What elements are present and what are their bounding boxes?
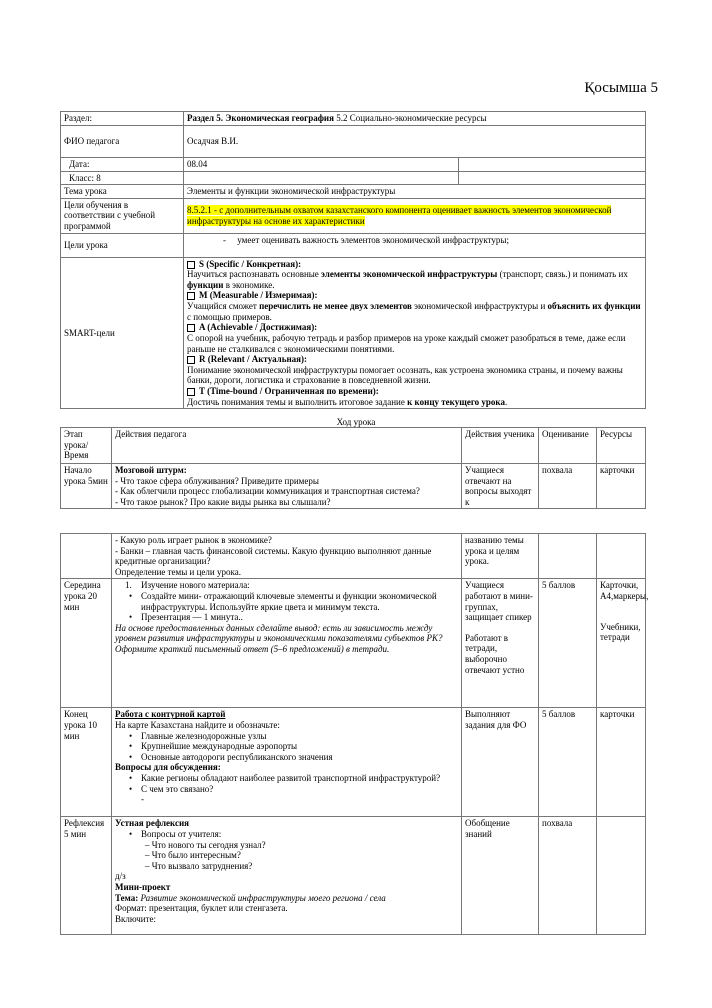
smart-s-title: S (Specific / Конкретная): — [199, 258, 302, 269]
lesson-flow-table-continued — [60, 533, 649, 935]
smart-t-bold: к концу текущего урока — [407, 396, 505, 407]
middle-number-text: Изучение нового материала: — [141, 580, 250, 591]
cont-line-3: Определение темы и цели урока. — [115, 566, 241, 577]
class-empty-cell — [184, 171, 459, 185]
teacher-label-cell: ФИО педагога — [61, 126, 184, 158]
smart-a-text: С опорой на учебник, рабочую тетрадь и разбор примеров на уроке каждый сможет разобраться в теме, даже если раньше не сталкивался с экономическими понятиями. — [187, 332, 626, 354]
middle-number: 1. — [125, 580, 132, 591]
reflection-stage: Рефлексия 5 мин — [61, 817, 112, 935]
smart-s-bold-2: функции — [187, 279, 224, 290]
middle-italic-task: На основе предоставленных данных сделайте вывод: есть ли зависимость между уровнем развития инфраструктуры и экономическими показателями субъектов РК? Оформите краткий письменный ответ (5–6 предложений) в тетради. — [115, 622, 443, 655]
end-teacher — [112, 708, 462, 817]
section-label-cell: Раздел: — [61, 112, 184, 126]
reflection-title: Устная рефлексия — [115, 818, 190, 829]
checkbox-icon — [187, 388, 195, 396]
cont-teacher — [112, 534, 462, 579]
middle-teacher — [112, 579, 462, 708]
end-discussion-2: • С чем это связано? — [115, 784, 458, 795]
middle-resources — [597, 579, 649, 708]
objectives-highlight: 8.5.2.1 - с дополнительным охватом казахстанского компонента оценивает важность элементов экономической инфраструктуры на основе их характеристики — [187, 205, 612, 226]
reflection-sub-3: – Что вызвало затруднения? — [145, 860, 253, 871]
start-teacher — [112, 464, 462, 509]
date-value-cell: 08.04 — [184, 158, 459, 172]
cont-line-1: - Какую роль играет рынок в экономике? — [115, 535, 272, 545]
start-stage: Начало урока 5мин — [61, 464, 112, 509]
section-bold: Раздел 5. Экономическая география — [187, 113, 334, 123]
middle-student-1: Учащиеся работают в мини-группах, защищает спикер — [465, 580, 533, 623]
start-line-1: - Что такое сфера облуживания? Приведите примеры — [115, 475, 319, 486]
goals-value-cell: - умеет оценивать важность элементов экономической инфраструктуры; — [184, 233, 646, 257]
end-discussion-title: Вопросы для обсуждения: — [115, 762, 221, 773]
end-bullet-2: • Крупнейшие международные аэропорты — [115, 741, 458, 752]
end-assessment: 5 баллов — [539, 708, 597, 817]
flow-caption: Ход урока — [336, 417, 376, 427]
smart-m-bold: перечислить не менее двух элементов — [259, 301, 412, 312]
end-intro: На карте Казахстана найдите и обозначьте: — [115, 720, 280, 731]
smart-m-title: M (Measurable / Измеримая): — [199, 290, 318, 301]
reflection-include: Включите: — [115, 913, 157, 924]
teacher-value-cell: Осадчая В.И. — [184, 126, 646, 158]
cont-line-2: - Банки – главная часть финансовой системы. Какую функцию выполняют данные кредитные организации? — [115, 545, 432, 567]
objectives-label-cell: Цели обучения в соответствии с учебной программой — [61, 198, 184, 233]
start-line-3: - Что такое рынок? Про какие виды рынка вы слышали? — [115, 496, 331, 507]
reflection-student: Обобщение знаний — [462, 817, 539, 935]
reflection-bullet: • Вопросы от учителя: — [115, 829, 458, 840]
smart-m-bold-2: объяснить их функции — [547, 301, 641, 312]
start-student: Учащиеся отвечают на вопросы выходят к — [462, 464, 539, 509]
reflection-resources — [597, 817, 646, 935]
middle-assessment: 5 баллов — [539, 579, 597, 708]
end-discussion-1: • Какие регионы обладают наиболее развитой транспортной инфраструктурой? — [115, 773, 458, 784]
smart-m-text-3: с помощью примеров. — [187, 311, 272, 322]
start-assessment: похвала — [539, 464, 597, 509]
reflection-teacher — [112, 817, 462, 935]
checkbox-icon — [187, 356, 195, 364]
end-resources: карточки — [597, 708, 646, 817]
objectives-value-cell — [184, 198, 646, 233]
cont-resources — [597, 534, 646, 579]
smart-t-text: Достичь понимания темы и выполнить итоговое задание — [187, 396, 408, 407]
reflection-format: Формат: презентация, буклет или стенгазета. — [115, 903, 288, 914]
end-discussion-3: - — [141, 794, 144, 805]
start-title: Мозговой штурм: — [115, 465, 187, 475]
middle-stage: Середина урока 20 мин — [61, 579, 112, 708]
end-title: Работа с контурной картой — [115, 709, 226, 720]
lesson-info-table — [60, 111, 646, 409]
end-student: Выполняют задания для ФО — [462, 708, 539, 817]
cont-stage — [61, 534, 112, 579]
middle-bullet-2: • Презентация — 1 минута.. — [115, 612, 458, 623]
reflection-sub-1: – Что нового ты сегодня узнал? — [145, 839, 266, 850]
smart-r-text: Понимание экономической инфраструктуры помогает осознать, как устроена экономика страны, и почему важны банки, дороги, логистика и страхование в повседневной жизни. — [187, 364, 623, 386]
smart-t-title: T (Time-bound / Ограниченная по времени): — [199, 385, 379, 396]
reflection-theme: Развитие экономической инфраструктуры моего региона / села — [138, 892, 386, 903]
date-label-cell: Дата: — [61, 158, 184, 172]
header-stage: Этап урока/ Время — [61, 428, 112, 464]
checkbox-icon — [187, 261, 195, 269]
smart-t-text-2: . — [504, 396, 508, 407]
topic-value-cell: Элементы и функции экономической инфраструктуры — [184, 185, 646, 199]
smart-m-text-2: экономической инфраструктуры и — [411, 301, 548, 312]
header-resources: Ресурсы — [597, 428, 646, 464]
smart-label-cell: SMART-цели — [61, 257, 184, 409]
checkbox-icon — [187, 292, 195, 300]
goals-label-cell: Цели урока — [61, 233, 184, 257]
date-empty-cell — [459, 158, 646, 172]
section-rest: 5.2 Социально-экономические ресурсы — [333, 113, 487, 123]
middle-student — [462, 579, 539, 708]
reflection-project: Мини-проект — [115, 882, 171, 893]
appendix-label: Қосымша 5 — [584, 80, 658, 96]
end-stage: Конец урока 10 мин — [61, 708, 112, 817]
checkbox-icon — [187, 324, 195, 332]
smart-r-title: R (Relevant / Актуальная): — [199, 354, 308, 365]
reflection-theme-label: Тема: — [115, 892, 139, 903]
smart-s-text: Научиться распознавать основные — [187, 269, 322, 280]
smart-value-cell — [184, 257, 646, 409]
smart-s-text-2: (транспорт, связь.) и понимать их — [497, 269, 628, 280]
middle-student-2: Работают в тетради, выборочно отвечают устно — [465, 632, 525, 675]
middle-numbered-item — [115, 580, 458, 591]
middle-resources-1: Карточки, А4,маркеры, — [600, 580, 649, 602]
smart-a-title: A (Achievable / Достижимая): — [199, 322, 318, 333]
class-label-cell: Класс: 8 — [61, 171, 184, 185]
cont-student: названию темы урока и целям урока. — [462, 534, 539, 579]
start-line-2: - Как облегчили процесс глобализации коммуникация и транспортная система? — [115, 486, 420, 497]
lesson-flow-table — [60, 427, 646, 509]
reflection-hw: д/з — [115, 871, 126, 882]
middle-bullet-1: • Создайте мини- отражающий ключевые элементы и функции экономической инфраструктуры. Используйте яркие цвета и минимум текста. — [115, 591, 458, 612]
reflection-assessment: похвала — [539, 817, 597, 935]
smart-s-text-3: в экономике. — [223, 279, 275, 290]
section-value-cell — [184, 112, 646, 126]
middle-resources-2: Учебники, тетради — [600, 621, 641, 643]
topic-label-cell: Тема урока — [61, 185, 184, 199]
class-empty-cell-2 — [459, 171, 646, 185]
header-teacher: Действия педагога — [112, 428, 462, 464]
end-bullet-1: • Главные железнодорожные узлы — [115, 731, 458, 742]
smart-s-bold: элементы экономической инфраструктуры — [321, 269, 498, 280]
smart-m-text: Учащийся сможет — [187, 301, 260, 312]
header-assessment: Оценивание — [539, 428, 597, 464]
end-bullet-3: • Основные автодороги республиканского значения — [115, 752, 458, 763]
goals-text: умеет оценивать важность элементов экономической инфраструктуры; — [237, 234, 509, 245]
reflection-sub-2: – Что было интересным? — [145, 850, 241, 861]
start-resources: карточки — [597, 464, 646, 509]
cont-assessment — [539, 534, 597, 579]
header-student: Действия ученика — [462, 428, 539, 464]
